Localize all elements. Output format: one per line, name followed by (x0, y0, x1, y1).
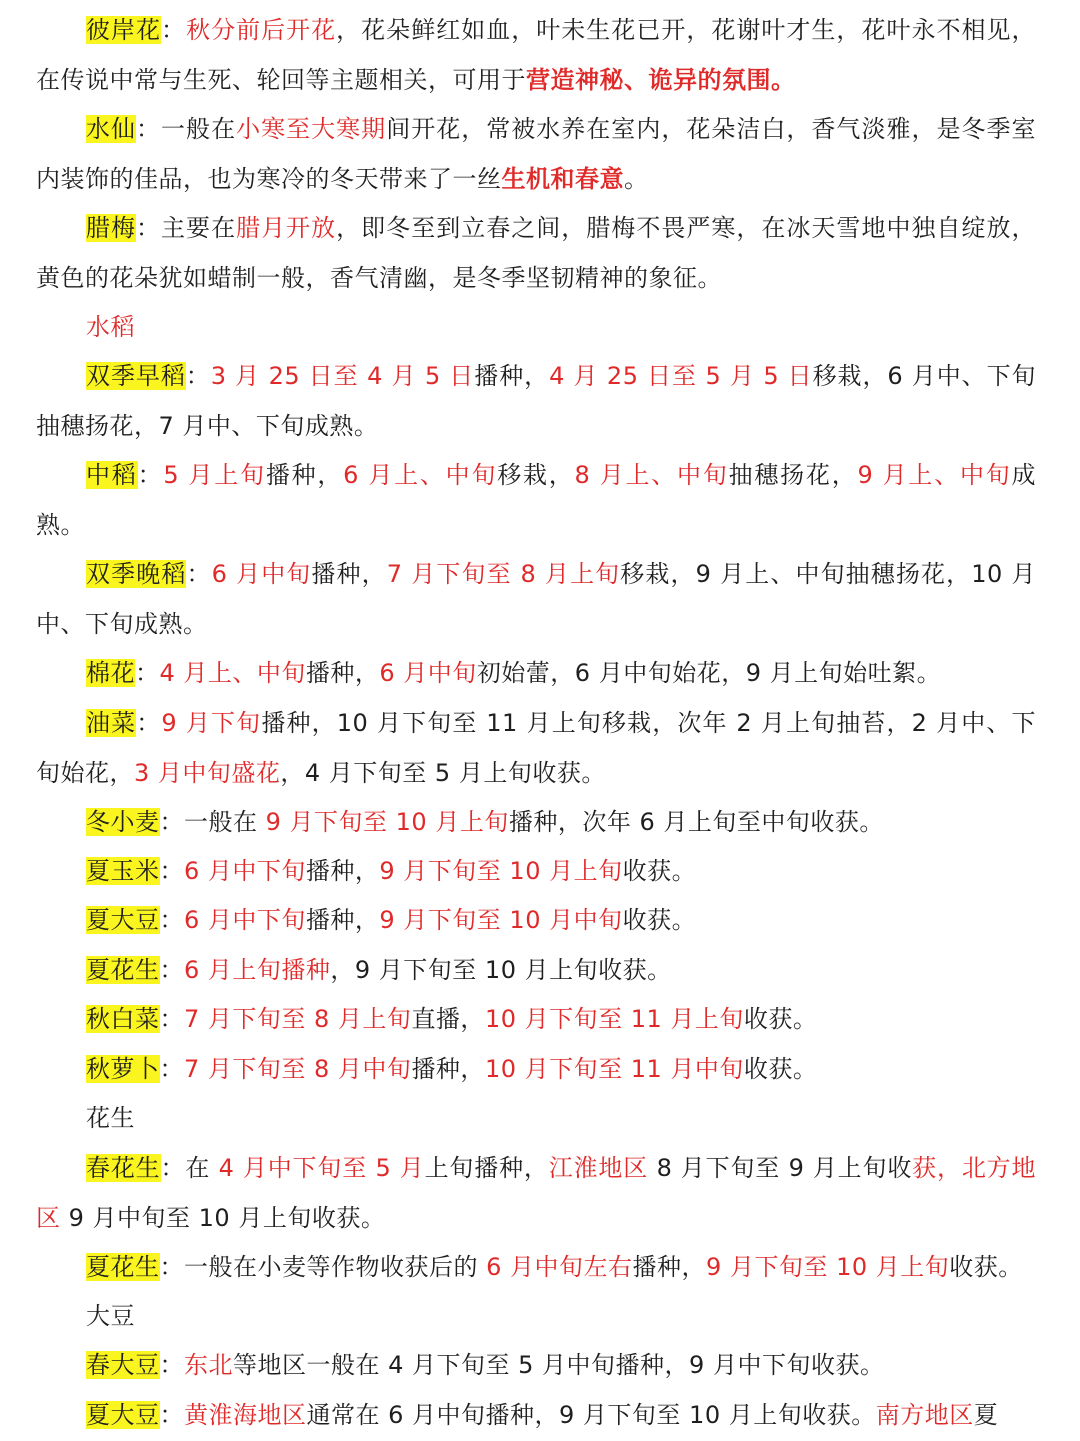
body-text: ，9 月下旬至 10 月上旬收获。 (330, 956, 672, 984)
emphasis-text: 腊月开放 (236, 214, 337, 242)
emphasis-text: 10 月下旬至 11 月中旬 (484, 1055, 744, 1083)
para-shuixian (36, 105, 1036, 204)
emphasis-text: 4 月中下旬至 5 月 (218, 1154, 425, 1182)
body-text: 直播， (411, 1005, 485, 1033)
crop-name-highlight: 腊梅 (86, 214, 137, 242)
body-text: 播种， (632, 1253, 707, 1281)
section-heading-rice (36, 303, 1036, 353)
body-text: 移栽，9 月上、中旬抽穗扬花，10 月中、下旬成熟。 (36, 560, 1037, 638)
body-text: ：一般在 (159, 808, 266, 836)
emphasis-text: 9 月下旬至 10 月上旬 (265, 808, 509, 836)
body-text: ：一般在 (136, 115, 237, 143)
crop-name-highlight: 夏大豆 (86, 906, 160, 934)
para-summer-soybean (36, 896, 1036, 946)
emphasis-text: 6 月中旬 (379, 659, 477, 687)
para-summer-corn (36, 847, 1036, 897)
body-text: 播种， (311, 560, 387, 588)
body-text: ：主要在 (136, 214, 237, 242)
body-text: 8 月下旬至 9 月上旬收 (648, 1154, 913, 1182)
emphasis-text: 3 月 25 日至 4 月 5 日 (210, 362, 475, 390)
body-text: 间开花，常被水养在室内，花朵洁白，香气淡雅，是冬季室内装饰的佳品，也为寒冷的冬天带来了一丝 (36, 115, 1037, 193)
crop-name-highlight: 水仙 (86, 115, 137, 143)
para-summer-peanut-2 (36, 1243, 1036, 1293)
body-text: ： (159, 956, 184, 984)
emphasis-text: 东北 (184, 1351, 233, 1379)
para-cotton (36, 649, 1036, 699)
body-text: 9 月中旬至 10 月上旬收获。 (60, 1203, 386, 1232)
crop-name-highlight: 中稻 (86, 461, 138, 489)
body-text: 播种， (305, 857, 380, 885)
crop-name-highlight: 秋萝卜 (86, 1055, 160, 1083)
body-text: 播种， (305, 659, 380, 687)
emphasis-text: 6 月中下旬 (184, 857, 306, 885)
para-winter-wheat (36, 798, 1036, 848)
body-text: 初始蕾，6 月中旬始花，9 月上旬始吐絮。 (476, 659, 942, 687)
emphasis-text: 江淮地区 (548, 1154, 649, 1182)
body-text: 播种， (305, 906, 380, 934)
crop-name-highlight: 春花生 (86, 1154, 161, 1182)
emphasis-text: 7 月下旬至 8 月上旬 (184, 1005, 412, 1033)
emphasis-text: 9 月下旬至 10 月上旬 (706, 1253, 950, 1281)
para-summer-peanut (36, 946, 1036, 996)
body-text: 上旬播种， (424, 1154, 549, 1182)
body-text: 收获。 (743, 1005, 818, 1033)
emphasis-text: 9 月下旬至 10 月上旬 (379, 857, 623, 885)
crop-name-highlight: 油菜 (86, 709, 137, 737)
section-heading-soybean (36, 1292, 1036, 1342)
body-text: ： (161, 16, 187, 44)
para-late-rice (36, 550, 1036, 649)
body-text: ： (159, 1005, 184, 1033)
body-text: 通常在 6 月中旬播种，9 月下旬至 10 月上旬收获。 (306, 1401, 876, 1429)
body-text: 收获。 (622, 857, 697, 885)
emphasis-text: 4 月上、中旬 (159, 659, 306, 687)
body-text: ：在 (160, 1154, 219, 1182)
para-autumn-radish (36, 1045, 1036, 1095)
body-text: 夏 (973, 1401, 999, 1429)
body-text: 播种，次年 6 月上旬至中旬收获。 (508, 808, 884, 836)
emphasis-text: 6 月上、中旬 (343, 461, 498, 489)
body-text: ： (159, 1055, 184, 1083)
body-text: 收获。 (743, 1055, 818, 1083)
crop-name-highlight: 秋白菜 (86, 1005, 160, 1033)
emphasis-text: 秋分前后开花 (186, 16, 337, 44)
emphasis-text: 9 月上、中旬 (857, 461, 1012, 489)
crop-name-highlight: 彼岸花 (86, 16, 162, 44)
para-autumn-cabbage (36, 995, 1036, 1045)
crop-name-highlight: 夏玉米 (86, 857, 160, 885)
emphasis-text: 9 月下旬至 10 月中旬 (379, 906, 623, 934)
para-spring-peanut (36, 1144, 1036, 1243)
crop-name-highlight: 冬小麦 (86, 808, 160, 836)
para-spring-soybean (36, 1341, 1036, 1391)
emphasis-text: 6 月中旬 (211, 560, 312, 588)
crop-name-highlight: 棉花 (86, 659, 135, 687)
emphasis-text: 6 月中下旬 (184, 906, 306, 934)
emphasis-text: 6 月上旬播种 (184, 956, 331, 984)
body-text: ： (185, 362, 211, 390)
body-text: 抽穗扬花， (728, 461, 858, 489)
crop-name-highlight: 双季晚稻 (86, 560, 187, 588)
body-text: ：一般在小麦等作物收获后的 (159, 1253, 487, 1281)
emphasis-text: 3 月中旬盛花 (134, 758, 281, 787)
para-middle-rice (36, 451, 1036, 550)
emphasis-text: 营造神秘、诡异的氛围。 (526, 65, 796, 94)
body-text: ，即冬至到立春之间，腊梅不畏严寒，在冰天雪地中独自绽放，黄色的花朵犹如蜡制一般，香气清幽，是冬季坚韧精神的象征。 (36, 214, 1037, 292)
emphasis-text: 10 月下旬至 11 月上旬 (484, 1005, 744, 1033)
body-text: ： (137, 461, 164, 489)
body-text: 等地区一般在 4 月下旬至 5 月中旬播种，9 月中下旬收获。 (233, 1351, 885, 1379)
crop-name-highlight: 夏花生 (86, 956, 160, 984)
body-text: ： (135, 659, 160, 687)
emphasis-text: 8 月上、中旬 (574, 461, 729, 489)
body-text: ，花朵鲜红如血，叶未生花已开，花谢叶才生，花叶永不相见，在传说中常与生死、轮回等主题相关，可用于 (36, 16, 1037, 94)
crop-name-highlight: 夏大豆 (86, 1401, 160, 1429)
body-text: 移栽，6 月中、下旬抽穗扬花，7 月中、下旬成熟。 (36, 362, 1037, 440)
emphasis-text: 9 月下旬 (161, 709, 262, 737)
emphasis-text: 6 月中旬左右 (486, 1253, 633, 1281)
body-text: 收获。 (622, 906, 697, 934)
crop-name-highlight: 双季早稻 (86, 362, 186, 390)
emphasis-text: 水稻 (86, 313, 135, 341)
body-text: 移栽， (497, 461, 575, 489)
emphasis-text: 5 月上旬 (163, 461, 266, 489)
body-text: 。 (624, 164, 649, 193)
crop-name-highlight: 春大豆 (86, 1351, 160, 1379)
body-text: ： (159, 857, 184, 885)
body-text: 播种， (265, 461, 344, 489)
emphasis-text: 7 月下旬至 8 月上旬 (386, 560, 621, 588)
body-text: 播种， (474, 362, 550, 390)
body-text: 收获。 (949, 1253, 1023, 1281)
emphasis-text: 生机和春意 (501, 164, 624, 193)
emphasis-text: 小寒至大寒期 (236, 115, 387, 143)
body-text: 播种，10 月下旬至 11 月上旬移栽，次年 2 月上旬抽苔，2 月中、下旬始花， (36, 709, 1037, 787)
body-text: 成熟。 (36, 461, 1037, 539)
body-text: 大豆 (86, 1302, 135, 1330)
section-heading-peanut (36, 1094, 1036, 1144)
body-text: ： (136, 709, 162, 737)
body-text: ，4 月下旬至 5 月上旬收获。 (280, 758, 606, 787)
emphasis-text: 南方地区 (875, 1401, 974, 1429)
para-summer-soybean-2 (36, 1391, 1036, 1441)
body-text: 播种， (411, 1055, 485, 1083)
body-text: 花生 (86, 1104, 135, 1132)
para-early-rice (36, 352, 1036, 451)
body-text: ： (159, 1401, 184, 1429)
body-text: ： (159, 906, 184, 934)
body-text: ： (159, 1351, 184, 1379)
emphasis-text: 黄淮海地区 (184, 1401, 307, 1429)
para-lamei (36, 204, 1036, 303)
para-rapeseed (36, 699, 1036, 798)
body-text: ： (186, 560, 212, 588)
emphasis-text: 4 月 25 日至 5 月 5 日 (549, 362, 813, 390)
emphasis-text: 7 月下旬至 8 月中旬 (184, 1055, 412, 1083)
crop-name-highlight: 夏花生 (86, 1253, 160, 1281)
emphasis-text: 获，北方地区 (36, 1154, 1037, 1232)
para-bianhua (36, 6, 1036, 105)
